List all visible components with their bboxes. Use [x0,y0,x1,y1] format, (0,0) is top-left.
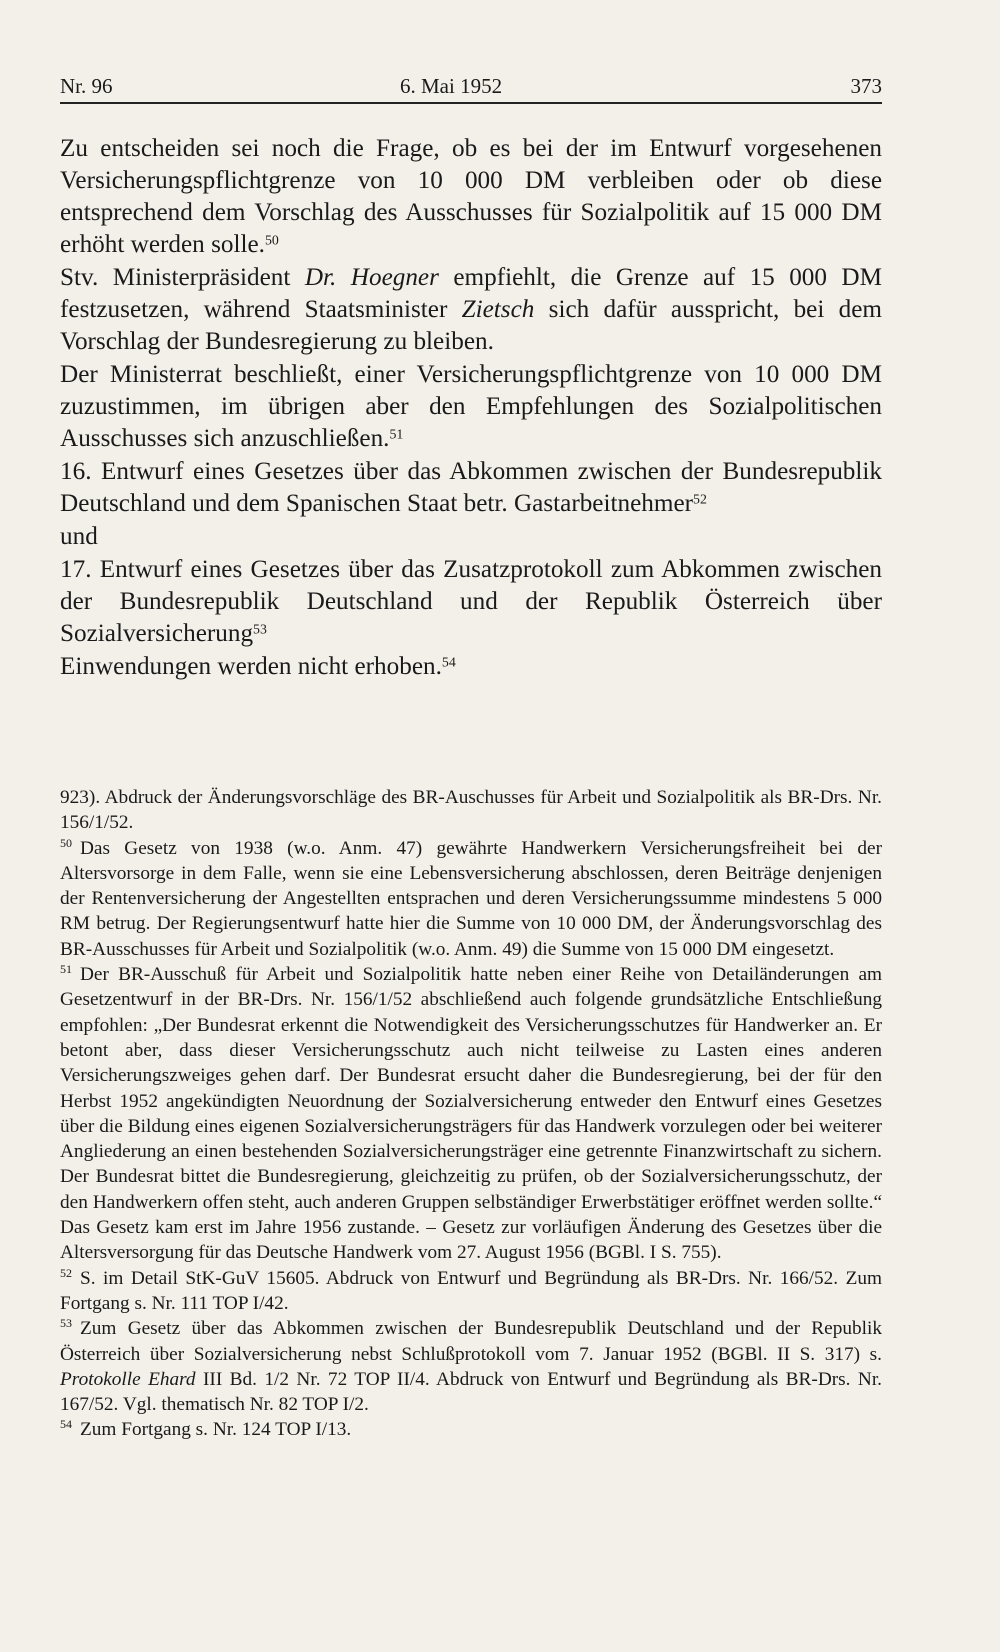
footnotes [60,785,882,1443]
title-dr: Dr. [304,264,337,291]
issue-number: Nr. 96 [60,74,113,98]
agenda-item-16: 16. Entwurf eines Gesetzes über das Abkommen zwischen der Bundesrepublik Deutschland und dem Spanischen Staat betr. Gastarbeitnehmer$^{52}$ [60,458,882,517]
footnote-ref-52: 52 [693,491,707,507]
running-header [60,70,882,100]
paragraph-insurance-limit: Zu entscheiden sei noch die Frage, ob es bei der im Entwurf vorgesehenen Versicherungspflichtgrenze von 10 000 DM verbleiben oder ob diese entsprechend dem Vorschlag des Ausschusses für Sozialpolitik auf 15 000 DM erhöht werden solle.$^{50}$ [60,135,882,258]
agenda-item-17: 17. Entwurf eines Gesetzes über das Zusatzprotokoll zum Abkommen zwischen der Bundesrepublik Deutschland und der Republik Österreich über Sozialversicherung$^{53}$ [60,556,882,647]
page-number: 373 [850,74,882,98]
paragraph-no-objections: Einwendungen werden nicht erhoben.$^{54}$ [60,653,456,680]
footnote-number: 53 [60,1316,72,1331]
series-title: Protokolle Ehard [60,1368,196,1390]
name-hoegner: Hoegner [350,264,439,291]
paragraph-hoegner: Stv. Ministerpräsident Dr. Hoegner empfiehlt, die Grenze auf 15 000 DM festzusetzen, während Staatsminister Zietsch sich dafür ausspricht, bei dem Vorschlag der Bundesregierung zu bleiben. [60,264,883,355]
footnote-continuation: 923). Abdruck der Änderungsvorschläge des BR-Auschusses für Arbeit und Sozialpolitik als BR-Drs. Nr. 156/1/52. [60,787,882,834]
footnote-ref-50: 50 [264,232,279,248]
session-date: 6. Mai 1952 [400,74,503,98]
main-text [60,133,882,683]
footnote-ref-51: 51 [389,426,404,442]
footnote-50: 50 Das Gesetz von 1938 (w.o. Anm. 47) gewährte Handwerkern Versicherungsfreiheit bei der Altersvorsorge in dem Falle, wenn sie eine Lebensversicherung abschlossen, deren Beiträge denjenigen der Rentenversicherung der Angestellten entsprachen und deren Versicherungssumme mindestens 5 000 RM betrug. Der Regierungsentwurf hatte hier die Summe von 10 000 DM, der Änderungsvorschlag des BR-Ausschusses für Arbeit und Sozialpolitik (w.o. Anm. 49) die Summe von 15 000 DM eingesetzt. [60,835,882,960]
footnote-53: 53 Zum Gesetz über das Abkommen zwischen der Bundesrepublik Deutschland und der Republik Österreich über Sozialversicherung nebst Schlußprotokoll vom 7. Januar 1952 (BGBl. II S. 317) s. Protokolle Ehard III Bd. 1/2 Nr. 72 TOP II/4. Abdruck von Entwurf und Begründung als BR-Drs. Nr. 167/52. Vgl. thematisch Nr. 82 TOP I/2. [60,1316,882,1416]
agenda-connector: und [60,523,98,550]
footnote-ref-54: 54 [441,654,456,670]
footnote-number: 52 [60,1265,72,1280]
name-zietsch: Zietsch [461,296,535,323]
paragraph-resolution: Der Ministerrat beschließt, einer Versicherungspflichtgrenze von 10 000 DM zuzustimmen, im übrigen aber den Empfehlungen des Sozialpolitischen Ausschusses sich anzuschließen.$^{51}$ [60,361,882,452]
header-rule [60,102,882,104]
footnote-54: 54 Zum Fortgang s. Nr. 124 TOP I/13. [60,1417,352,1441]
footnote-ref-53: 53 [253,621,267,637]
footnote-number: 51 [60,962,72,977]
footnote-51: 51 Der BR-Ausschuß für Arbeit und Sozialpolitik hatte neben einer Reihe von Detailänderungen am Gesetzentwurf in der BR-Drs. Nr. 156/1/52 abschließend auch folgende grundsätzliche Entschließung empfohlen: „Der Bundesrat erkennt die Notwendigkeit des Versicherungsschutzes für Handwerker an. Er betont aber, dass dieser Versicherungsschutz auch nicht teilweise zu Lasten eines anderen Versicherungszweiges gehen darf. Der Bundesrat ersucht daher die Bundesregierung, bei der für den Herbst 1952 angekündigten Neuordnung der Sozialversicherung entweder den Entwurf eines Gesetzes über die Bildung eines eigenen Sozialversicherungsträgers für das Handwerk vorzulegen oder bei weiterer Angliederung an einen bestehenden Sozialversicherungsträger eine getrennte Finanzwirtschaft zu sichern. Der Bundesrat bittet die Bundesregierung, gleichzeitig zu prüfen, ob der Sozialversicherungsschutz, der den Handwerkern offen steht, auch anderen Gruppen selbständiger Erwerbstätiger eröffnet werden sollte.“ Das Gesetz kam erst im Jahre 1956 zustande. – Gesetz zur vorläufigen Änderung des Gesetzes über die Altersversorgung für das Deutsche Handwerk vom 27. August 1956 (BGBl. I S. 755). [60,962,882,1264]
footnote-52: 52 S. im Detail StK-GuV 15605. Abdruck von Entwurf und Begründung als BR-Drs. Nr. 166/52. Zum Fortgang s. Nr. 111 TOP I/42. [60,1265,882,1314]
footnote-number: 54 [60,1417,72,1432]
footnote-number: 50 [60,835,72,850]
